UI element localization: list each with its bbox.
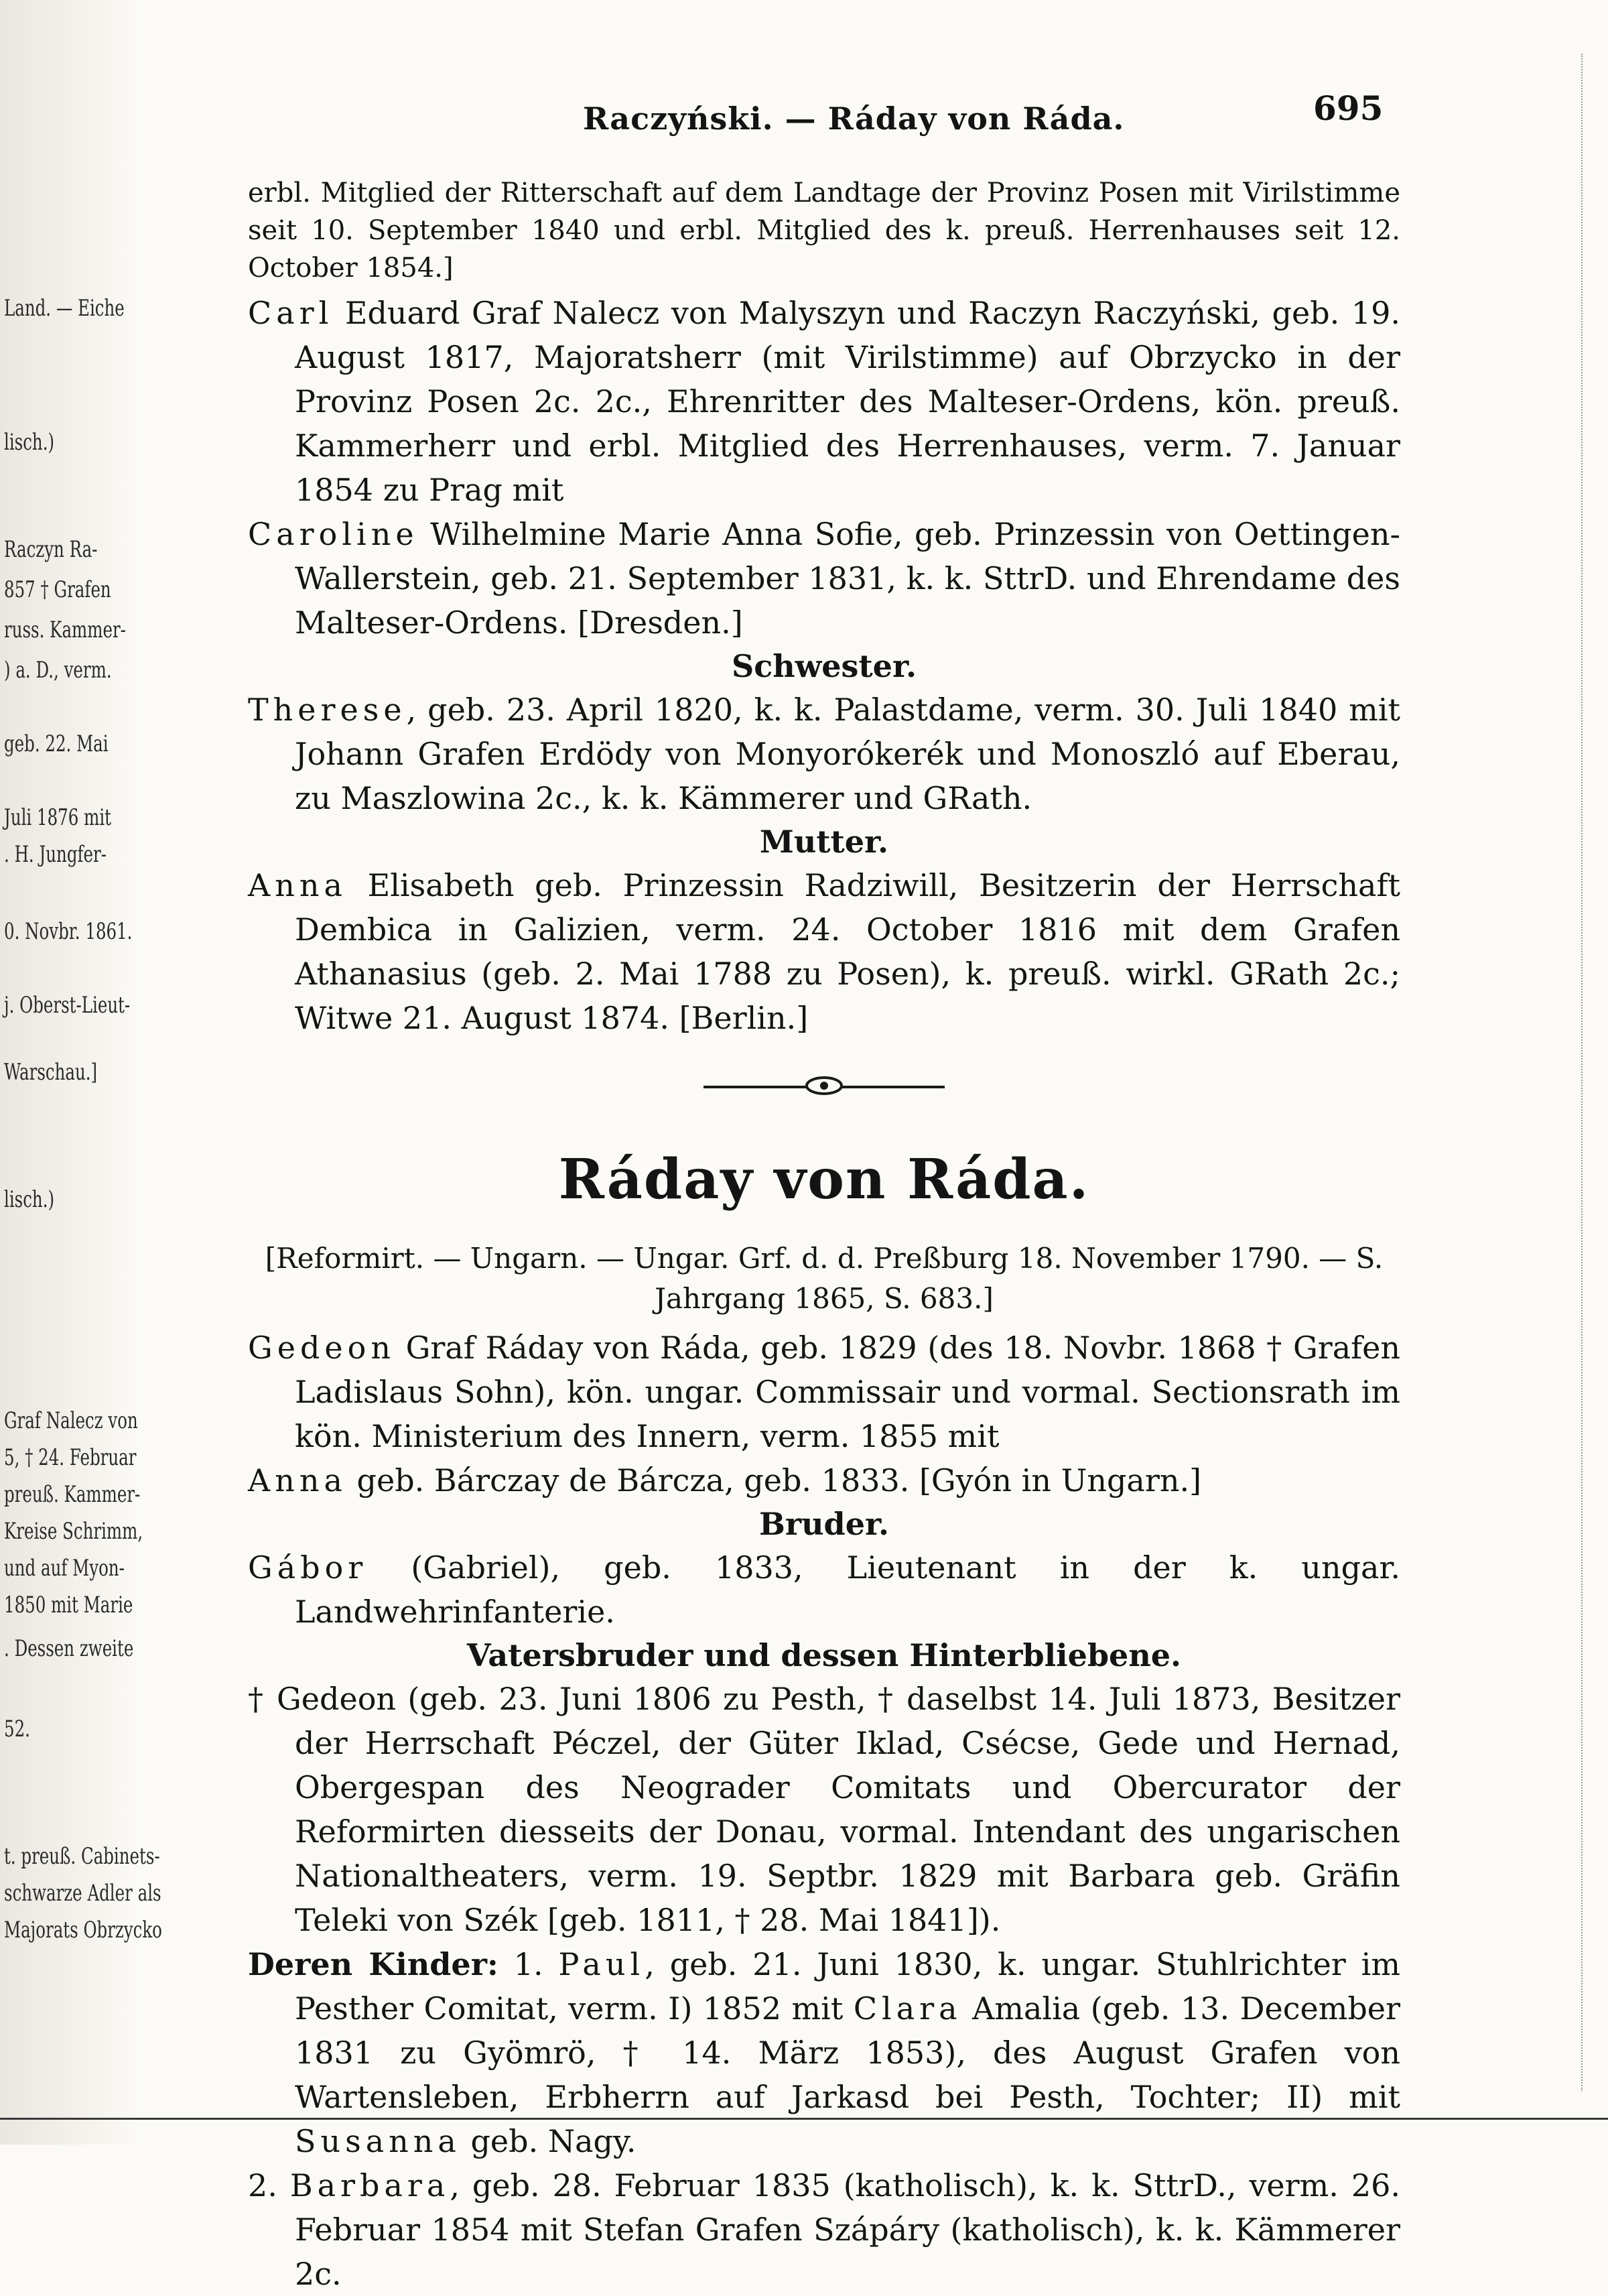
margin-fragment: geb. 22. Mai [4,730,109,757]
entry-gabor [248,1545,1400,1634]
entry-therese [248,688,1400,820]
entry-kinder-2 [248,2163,1400,2296]
person-name: Gedeon [248,1330,395,1366]
person-name: Paul [558,1946,645,1982]
margin-fragment: j. Oberst-Lieut- [4,992,131,1019]
margin-fragment: 1850 mit Marie [4,1592,133,1618]
entry-text: (Gabriel), geb. 1833, Lieutenant in der k. ungar. Landwehrinfanterie. [295,1549,1400,1630]
entry-text: Wilhelmine Marie Anna Sofie, geb. Prinzessin von Oettingen-Wallerstein, geb. 21. September 1831, k. k. SttrD. und Ehrendame des Malteser-Ordens. [Dresden.] [295,516,1400,641]
person-name: Barbara [289,2167,450,2204]
subheading-schwester: Schwester. [732,648,917,684]
person-name: Therese [248,692,407,728]
entry-text: 2. [248,2167,290,2204]
kinder-lead: Deren Kinder: [248,1946,498,1982]
margin-fragment: Kreise Schrimm, [4,1518,143,1545]
person-name: Susanna [295,2123,461,2159]
margin-fragment: ) a. D., verm. [4,657,112,684]
margin-fragment: preuß. Kammer- [4,1481,141,1508]
margin-fragment: lisch.) [4,429,55,456]
margin-fragment: 0. Novbr. 1861. [4,918,133,945]
entry-text: Elisabeth geb. Prinzessin Radziwill, Besitzerin der Herrschaft Dembica in Galizien, verm. 24. October 1816 mit dem Grafen Athanasius (geb. 2. Mai 1788 zu Posen), k. preuß. wirkl. GRath 2c.; Witwe 21. August 1874. [Berlin.] [295,867,1400,1036]
margin-fragment: . H. Jungfer- [4,841,107,868]
person-name: Caroline [248,516,419,552]
right-page-edge [1581,54,1596,2091]
person-name: Clara [853,1990,962,2027]
page-body [248,174,1400,2296]
entry-text: 1. [498,1946,559,1982]
margin-fragment: Land. — Eiche [4,295,125,322]
person-name: Anna [248,867,347,903]
margin-fragment: . Dessen zweite [4,1635,134,1662]
ornament-icon [804,1075,844,1096]
entry-carry-over [248,174,1400,287]
margin-fragment: russ. Kammer- [4,617,126,643]
entry-text: , geb. 28. Februar 1835 (katholisch), k. k. SttrD., verm. 26. Februar 1854 mit Stefan Grafen Szápáry (katholisch), k. k. Kämmerer 2c. [295,2167,1400,2292]
entry-anna-barczay [248,1458,1400,1503]
person-name: Anna [248,1462,347,1498]
margin-fragment: 857 † Grafen [4,576,111,603]
entry-gedeon [248,1326,1400,1458]
section-intro [248,1238,1400,1319]
entry-gedeon-senior [248,1677,1400,1942]
entry-text: , geb. 21. Juni 1830, k. ungar. Stuhlrichter im Pesther Comitat, verm. I) 1852 mit [295,1946,1400,2027]
margin-fragment: Raczyn Ra- [4,536,98,563]
person-name: Carl [248,295,334,331]
subheading-bruder: Bruder. [758,1506,890,1542]
intro-text: [Reformirt. — Ungarn. — Ungar. Grf. d. d. Preßburg 18. November 1790. — S. Jahrgang 1865, S. 683.] [265,1242,1384,1315]
subheading-vatersbruder: Vatersbruder und dessen Hinterbliebene. [466,1637,1182,1673]
section-title: Ráday von Ráda. [558,1147,1090,1212]
margin-fragment: t. preuß. Cabinets- [4,1843,160,1870]
person-name: Gábor [248,1549,368,1586]
entry-text: geb. Nagy. [460,2123,636,2159]
bottom-page-edge [0,2104,1608,2145]
entry-text: † Gedeon (geb. 23. Juni 1806 zu Pesth, † daselbst 14. Juli 1873, Besitzer der Herrschaft Péczel, der Güter Iklad, Csécse, Gede und Hernad, Obergespan des Neograder Comitats und Obercurator der Reformirten diesseits der Donau, vormal. Intendant des ungarischen Nationaltheaters, verm. 19. Septbr. 1829 mit Barbara geb. Gräfin Teleki von Szék [geb. 1811, † 28. Mai 1841]). [248,1681,1400,1938]
entry-text: Amalia (geb. 13. December 1831 zu Gyömrö, † 14. März 1853), des August Grafen von Wartensleben, Erbherrn auf Jarkasd bei Pesth, Tochter; II) mit [295,1990,1400,2115]
margin-fragment: Juli 1876 mit [4,804,111,831]
entry-anna-radziwill [248,863,1400,1040]
entry-text: geb. Bárczay de Bárcza, geb. 1833. [Gyón in Ungarn.] [346,1462,1202,1498]
subheading-mutter: Mutter. [759,824,889,860]
margin-fragment: Warschau.] [4,1059,98,1086]
margin-fragment: schwarze Adler als [4,1880,161,1907]
entry-text: , geb. 23. April 1820, k. k. Palastdame, verm. 30. Juli 1840 mit Johann Grafen Erdödy von Monyorókerék und Monoszló auf Eberau, zu Maszlowina 2c., k. k. Kämmerer und GRath. [295,692,1400,816]
entry-carl [248,291,1400,512]
entry-text: erbl. Mitglied der Ritterschaft auf dem Landtage der Provinz Posen mit Virilstimme seit 10. September 1840 und erbl. Mitglied des k. preuß. Herrenhauses seit 12. October 1854.] [248,178,1400,283]
page-header [0,88,1608,147]
margin-fragment: Graf Nalecz von [4,1407,138,1434]
ornamental-divider [248,1067,1400,1107]
margin-fragment: 5, † 24. Februar [4,1444,137,1471]
page-number: 695 [1313,88,1384,128]
margin-fragment: 52. [4,1716,30,1742]
margin-fragment: Majorats Obrzycko [4,1917,162,1943]
bottom-rule [0,2118,1608,2120]
entry-text: Eduard Graf Nalecz von Malyszyn und Raczyn Raczyński, geb. 19. August 1817, Majoratsherr (mit Virilstimme) auf Obrzycko in der Provinz Posen 2c. 2c., Ehrenritter des Malteser-Ordens, kön. preuß. Kammerherr und erbl. Mitglied des Herrenhauses, verm. 7. Januar 1854 zu Prag mit [295,295,1400,508]
margin-fragment: und auf Myon- [4,1555,125,1582]
entry-text: Graf Ráday von Ráda, geb. 1829 (des 18. Novbr. 1868 † Grafen Ladislaus Sohn), kön. ungar. Commissair und vormal. Sectionsrath im kön. Ministerium des Innern, verm. 1855 mit [295,1330,1400,1454]
margin-fragment: lisch.) [4,1186,55,1213]
running-head: Raczyński. — Ráday von Ráda. [583,101,1125,137]
previous-page-fragments [0,0,161,2145]
entry-caroline [248,512,1400,645]
